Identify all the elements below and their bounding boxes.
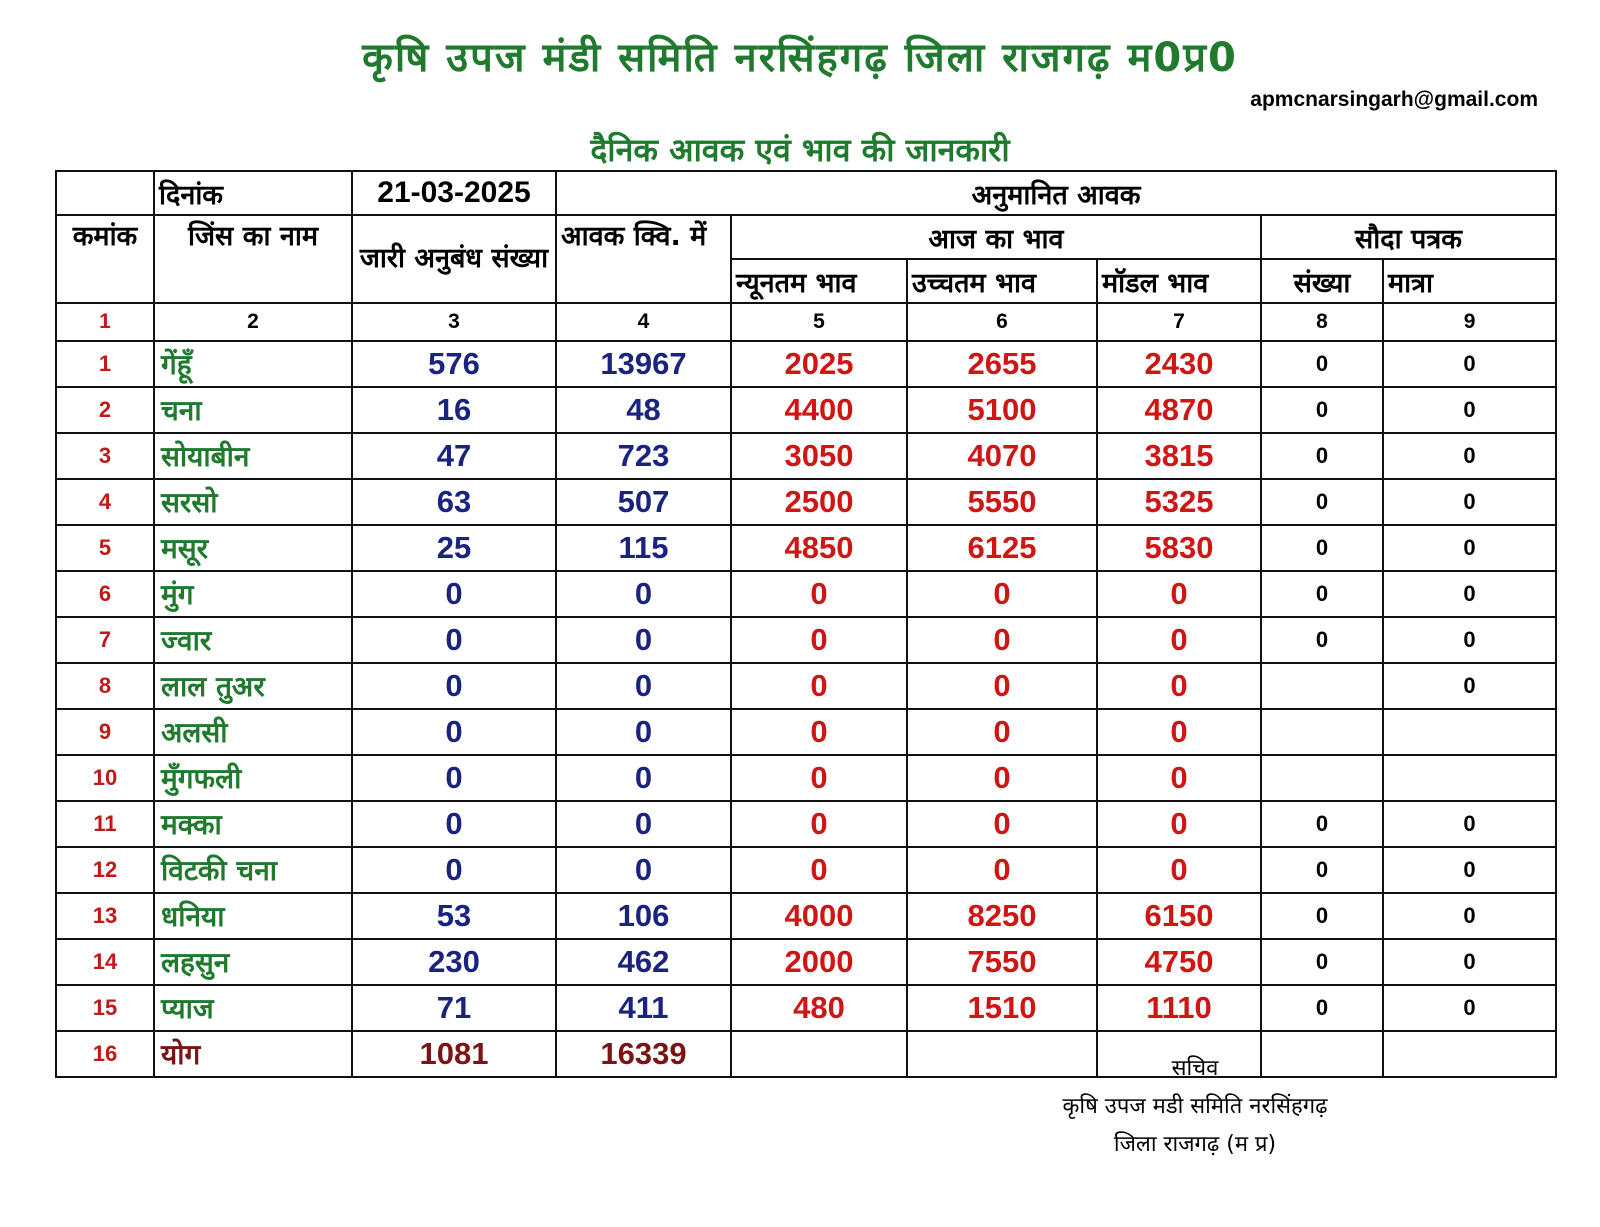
deal-count: 0 [1261, 617, 1383, 663]
max-price: 4070 [907, 433, 1097, 479]
contracts-count: 576 [352, 341, 556, 387]
deal-count [1261, 663, 1383, 709]
deal-qty: 0 [1383, 571, 1556, 617]
table-row [56, 893, 1556, 939]
min-price: 0 [731, 709, 907, 755]
contracts-count: 63 [352, 479, 556, 525]
contracts-count: 47 [352, 433, 556, 479]
contracts-count: 53 [352, 893, 556, 939]
arrival-header: आवक क्वि. में [556, 215, 731, 303]
total-label: योग [154, 1031, 352, 1077]
arrival-quantity: 0 [556, 571, 731, 617]
min-price: 0 [731, 617, 907, 663]
table-row [56, 847, 1556, 893]
row-serial: 13 [56, 893, 154, 939]
contracts-count: 71 [352, 985, 556, 1031]
signature-block [1005, 1050, 1385, 1164]
max-price: 0 [907, 801, 1097, 847]
modal-price: 0 [1097, 709, 1261, 755]
min-price: 3050 [731, 433, 907, 479]
blank-corner-cell [56, 171, 154, 215]
max-price-header: उच्चतम भाव [907, 259, 1097, 303]
arrival-quantity: 0 [556, 663, 731, 709]
max-price: 5100 [907, 387, 1097, 433]
commodity-name: मसूर [154, 525, 352, 571]
contracts-count: 16 [352, 387, 556, 433]
secretary-designation: सचिव [1171, 1056, 1219, 1081]
table-row [56, 801, 1556, 847]
min-price: 0 [731, 663, 907, 709]
arrival-quantity: 0 [556, 755, 731, 801]
report-subtitle: दैनिक आवक एवं भाव की जानकारी [590, 131, 1010, 169]
total-arrival: 16339 [556, 1031, 731, 1077]
deal-qty: 0 [1383, 847, 1556, 893]
column-number: 9 [1383, 303, 1556, 341]
max-price: 6125 [907, 525, 1097, 571]
arrival-quantity: 115 [556, 525, 731, 571]
table-row [56, 387, 1556, 433]
contact-email: apmcnarsingarh@gmail.com [1250, 88, 1538, 111]
deal-count: 0 [1261, 939, 1383, 985]
deal-count: 0 [1261, 387, 1383, 433]
column-number: 6 [907, 303, 1097, 341]
commodity-name: लहसुन [154, 939, 352, 985]
table-row [56, 341, 1556, 387]
min-price: 2025 [731, 341, 907, 387]
modal-price: 0 [1097, 571, 1261, 617]
contracts-count: 25 [352, 525, 556, 571]
table-row [56, 617, 1556, 663]
commodity-name: ज्वार [154, 617, 352, 663]
table-row [56, 433, 1556, 479]
deal-qty: 0 [1383, 893, 1556, 939]
deal-count: 0 [1261, 985, 1383, 1031]
max-price: 0 [907, 617, 1097, 663]
deal-count: 0 [1261, 433, 1383, 479]
table-row [56, 985, 1556, 1031]
deal-qty [1383, 709, 1556, 755]
contracts-count: 0 [352, 617, 556, 663]
deal-qty: 0 [1383, 479, 1556, 525]
deal-qty: 0 [1383, 663, 1556, 709]
arrival-quantity: 0 [556, 801, 731, 847]
table-row [56, 479, 1556, 525]
deal-sheet-header: सौदा पत्रक [1261, 215, 1556, 259]
row-serial: 12 [56, 847, 154, 893]
arrival-quantity: 0 [556, 709, 731, 755]
arrival-quantity: 0 [556, 847, 731, 893]
commodity-name: लाल तुअर [154, 663, 352, 709]
modal-price: 2430 [1097, 341, 1261, 387]
empty-cell [1383, 1031, 1556, 1077]
deal-qty-header: मात्रा [1383, 259, 1556, 303]
deal-qty [1383, 755, 1556, 801]
deal-qty: 0 [1383, 617, 1556, 663]
max-price: 5550 [907, 479, 1097, 525]
arrival-quantity: 0 [556, 617, 731, 663]
commodity-header: जिंस का नाम [154, 215, 352, 303]
commodity-name: अलसी [154, 709, 352, 755]
max-price: 0 [907, 571, 1097, 617]
row-serial: 6 [56, 571, 154, 617]
price-arrival-table [55, 170, 1557, 1078]
table-row [56, 755, 1556, 801]
row-serial: 1 [56, 341, 154, 387]
row-serial: 9 [56, 709, 154, 755]
modal-price: 4870 [1097, 387, 1261, 433]
signature-org: कृषि उपज मडी समिति नरसिंहगढ़ [1062, 1094, 1328, 1119]
min-price: 0 [731, 571, 907, 617]
deal-count: 0 [1261, 893, 1383, 939]
commodity-name: सरसो [154, 479, 352, 525]
min-price: 0 [731, 801, 907, 847]
arrival-quantity: 462 [556, 939, 731, 985]
modal-price: 0 [1097, 663, 1261, 709]
row-serial: 4 [56, 479, 154, 525]
max-price: 1510 [907, 985, 1097, 1031]
deal-qty: 0 [1383, 433, 1556, 479]
table-row [56, 571, 1556, 617]
column-number: 2 [154, 303, 352, 341]
commodity-name: विटकी चना [154, 847, 352, 893]
max-price: 0 [907, 847, 1097, 893]
contracts-count: 0 [352, 571, 556, 617]
contracts-count: 230 [352, 939, 556, 985]
min-price: 4400 [731, 387, 907, 433]
deal-count: 0 [1261, 847, 1383, 893]
column-number-row [56, 303, 1556, 341]
max-price: 0 [907, 755, 1097, 801]
column-number: 8 [1261, 303, 1383, 341]
row-serial: 5 [56, 525, 154, 571]
deal-count: 0 [1261, 571, 1383, 617]
min-price: 480 [731, 985, 907, 1031]
column-number: 5 [731, 303, 907, 341]
arrival-quantity: 13967 [556, 341, 731, 387]
deal-qty: 0 [1383, 341, 1556, 387]
commodity-rows [56, 341, 1556, 1031]
signature-district: जिला राजगढ़ (म प्र) [1113, 1132, 1277, 1157]
modal-price-header: मॉडल भाव [1097, 259, 1261, 303]
column-number: 3 [352, 303, 556, 341]
modal-price: 1110 [1097, 985, 1261, 1031]
max-price: 2655 [907, 341, 1097, 387]
row-serial: 14 [56, 939, 154, 985]
modal-price: 0 [1097, 847, 1261, 893]
row-serial: 11 [56, 801, 154, 847]
contracts-count: 0 [352, 709, 556, 755]
modal-price: 0 [1097, 801, 1261, 847]
estimated-arrival-header: अनुमानित आवक [556, 171, 1556, 215]
row-serial: 15 [56, 985, 154, 1031]
arrival-quantity: 48 [556, 387, 731, 433]
deal-count: 0 [1261, 525, 1383, 571]
modal-price: 3815 [1097, 433, 1261, 479]
page-title: कृषि उपज मंडी समिति नरसिंहगढ़ जिला राजगढ़ म0प्र0 [362, 35, 1238, 81]
min-price: 4000 [731, 893, 907, 939]
commodity-name: मुँगफली [154, 755, 352, 801]
row-serial: 8 [56, 663, 154, 709]
deal-count: 0 [1261, 341, 1383, 387]
date-label: दिनांक [154, 171, 352, 215]
contracts-count: 0 [352, 663, 556, 709]
deal-qty: 0 [1383, 801, 1556, 847]
row-serial: 10 [56, 755, 154, 801]
deal-qty: 0 [1383, 985, 1556, 1031]
total-contracts: 1081 [352, 1031, 556, 1077]
table-row [56, 525, 1556, 571]
column-number: 7 [1097, 303, 1261, 341]
todays-price-header: आज का भाव [731, 215, 1261, 259]
modal-price: 5325 [1097, 479, 1261, 525]
table-row [56, 939, 1556, 985]
min-price: 0 [731, 847, 907, 893]
total-serial: 16 [56, 1031, 154, 1077]
min-price-header: न्यूनतम भाव [731, 259, 907, 303]
arrival-quantity: 507 [556, 479, 731, 525]
report-date: 21-03-2025 [352, 171, 556, 215]
column-number: 1 [56, 303, 154, 341]
commodity-name: मक्का [154, 801, 352, 847]
deal-count [1261, 709, 1383, 755]
max-price: 8250 [907, 893, 1097, 939]
deal-count [1261, 755, 1383, 801]
table-row [56, 709, 1556, 755]
modal-price: 0 [1097, 755, 1261, 801]
modal-price: 4750 [1097, 939, 1261, 985]
min-price: 2000 [731, 939, 907, 985]
commodity-name: धनिया [154, 893, 352, 939]
min-price: 2500 [731, 479, 907, 525]
commodity-name: गेंहूँ [154, 341, 352, 387]
max-price: 7550 [907, 939, 1097, 985]
contracts-header: जारी अनुबंध संख्या [352, 215, 556, 303]
row-serial: 3 [56, 433, 154, 479]
deal-count-header: संख्या [1261, 259, 1383, 303]
deal-qty: 0 [1383, 525, 1556, 571]
column-number: 4 [556, 303, 731, 341]
modal-price: 0 [1097, 617, 1261, 663]
empty-cell [731, 1031, 907, 1077]
commodity-name: चना [154, 387, 352, 433]
min-price: 0 [731, 755, 907, 801]
commodity-name: सोयाबीन [154, 433, 352, 479]
min-price: 4850 [731, 525, 907, 571]
row-serial: 2 [56, 387, 154, 433]
arrival-quantity: 411 [556, 985, 731, 1031]
commodity-name: प्याज [154, 985, 352, 1031]
modal-price: 5830 [1097, 525, 1261, 571]
deal-qty: 0 [1383, 387, 1556, 433]
deal-qty: 0 [1383, 939, 1556, 985]
max-price: 0 [907, 663, 1097, 709]
table-row [56, 663, 1556, 709]
max-price: 0 [907, 709, 1097, 755]
deal-count: 0 [1261, 479, 1383, 525]
contracts-count: 0 [352, 847, 556, 893]
contracts-count: 0 [352, 755, 556, 801]
row-serial: 7 [56, 617, 154, 663]
serial-header: कमांक [56, 215, 154, 303]
arrival-quantity: 106 [556, 893, 731, 939]
arrival-quantity: 723 [556, 433, 731, 479]
modal-price: 6150 [1097, 893, 1261, 939]
contracts-count: 0 [352, 801, 556, 847]
deal-count: 0 [1261, 801, 1383, 847]
commodity-name: मुंग [154, 571, 352, 617]
